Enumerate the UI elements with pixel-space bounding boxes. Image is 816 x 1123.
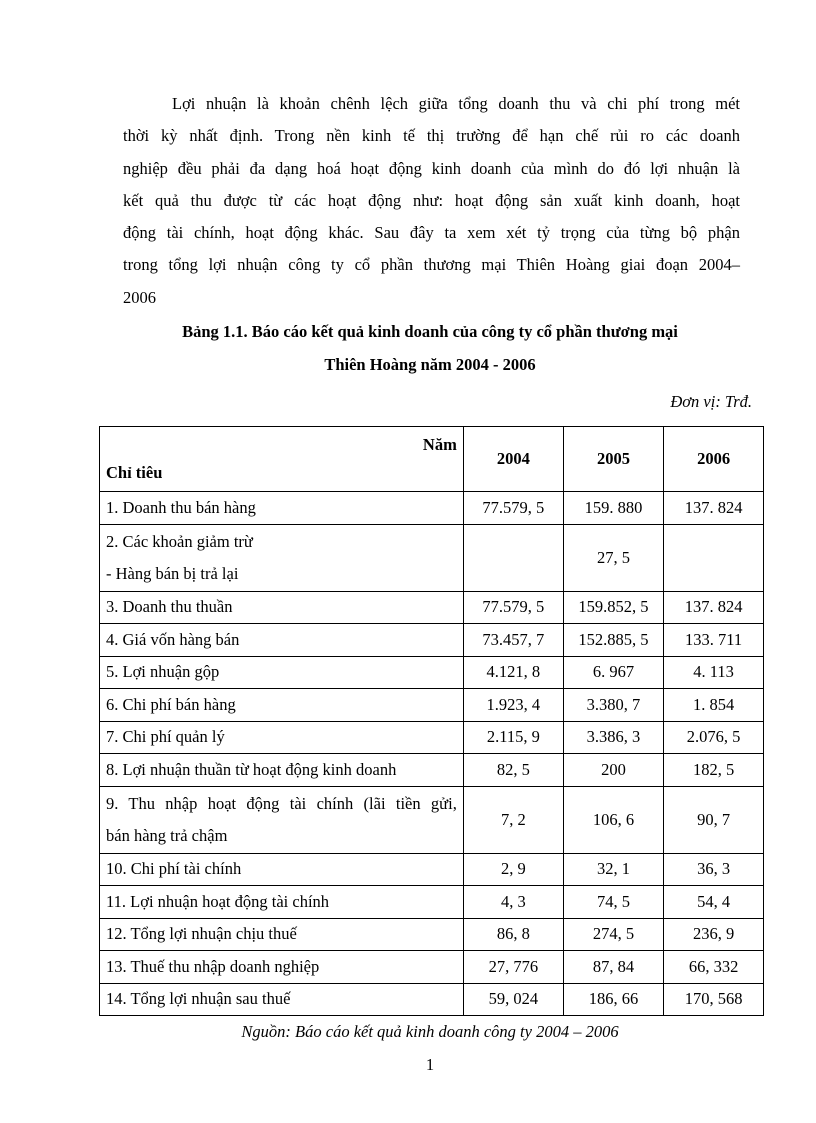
row-label-line2: bán hàng trả chậm	[106, 825, 228, 845]
table-row	[100, 786, 764, 853]
cell-2005: 87, 84	[563, 951, 663, 984]
row-label: 11. Lợi nhuận hoạt động tài chính	[100, 886, 464, 919]
cell-2004: 77.579, 5	[463, 591, 563, 624]
header-indicator-label: Chỉ tiêu	[106, 463, 163, 482]
table-row	[100, 754, 764, 787]
cell-2006: 90, 7	[664, 786, 764, 853]
cell-2005: 74, 5	[563, 886, 663, 919]
source-note: Nguồn: Báo cáo kết quả kinh doanh công ty 2004 – 2006	[241, 1022, 619, 1041]
cell-2005: 274, 5	[563, 918, 663, 951]
paragraph-line: động tài chính, hoạt động khác. Sau đây ta xem xét tỷ trọng của từng bộ phận	[123, 223, 740, 243]
paragraph-line: nghiệp đều phải đa dạng hoá hoạt động kinh doanh của mình do đó lợi nhuận là	[123, 158, 740, 178]
cell-2004: 73.457, 7	[463, 624, 563, 657]
table-row	[100, 524, 764, 591]
row-label: 5. Lợi nhuận gộp	[100, 656, 464, 689]
cell-2006: 137. 824	[664, 492, 764, 525]
cell-2005: 27, 5	[563, 524, 663, 591]
cell-2004: 2, 9	[463, 853, 563, 886]
cell-2004: 1.923, 4	[463, 689, 563, 722]
cell-2006: 4. 113	[664, 656, 764, 689]
cell-2005: 106, 6	[563, 786, 663, 853]
cell-2004: 82, 5	[463, 754, 563, 787]
cell-2005: 186, 66	[563, 983, 663, 1016]
cell-2005: 3.386, 3	[563, 721, 663, 754]
table-row	[100, 886, 764, 919]
cell-2005: 32, 1	[563, 853, 663, 886]
table-header-row	[100, 427, 764, 492]
table-row	[100, 853, 764, 886]
cell-2004: 27, 776	[463, 951, 563, 984]
cell-2006: 2.076, 5	[664, 721, 764, 754]
header-year-2006: 2006	[664, 427, 764, 492]
header-year-2005: 2005	[563, 427, 663, 492]
unit-label: Đơn vị: Trđ.	[670, 392, 752, 411]
intro-paragraph	[123, 88, 740, 314]
header-corner-cell	[100, 427, 464, 492]
row-label: 8. Lợi nhuận thuần từ hoạt động kinh doanh	[100, 754, 464, 787]
cell-2005: 152.885, 5	[563, 624, 663, 657]
cell-2006: 36, 3	[664, 853, 764, 886]
row-label: 14. Tổng lợi nhuận sau thuế	[100, 983, 464, 1016]
cell-2006: 182, 5	[664, 754, 764, 787]
cell-2006: 170, 568	[664, 983, 764, 1016]
table-caption-line1: Bảng 1.1. Báo cáo kết quả kinh doanh của công ty cổ phần thương mại	[182, 322, 678, 341]
cell-2005: 159.852, 5	[563, 591, 663, 624]
table-row	[100, 492, 764, 525]
header-year-2004: 2004	[463, 427, 563, 492]
table-row	[100, 591, 764, 624]
cell-2006: 54, 4	[664, 886, 764, 919]
cell-2005: 3.380, 7	[563, 689, 663, 722]
cell-2004	[463, 524, 563, 591]
table-row	[100, 624, 764, 657]
row-label: 12. Tổng lợi nhuận chịu thuế	[100, 918, 464, 951]
table-row	[100, 951, 764, 984]
cell-2005: 159. 880	[563, 492, 663, 525]
paragraph-line: thời kỳ nhất định. Trong nền kinh tế thị trường để hạn chế rủi ro các doanh	[123, 126, 740, 146]
row-label: 7. Chi phí quản lý	[100, 721, 464, 754]
cell-2006: 1. 854	[664, 689, 764, 722]
row-label: 13. Thuế thu nhập doanh nghiệp	[100, 951, 464, 984]
cell-2005: 6. 967	[563, 656, 663, 689]
paragraph-line: trong tổng lợi nhuận công ty cổ phần thương mại Thiên Hoàng giai đoạn 2004–	[123, 255, 740, 275]
paragraph-line: 2006	[123, 287, 156, 307]
cell-2006: 137. 824	[664, 591, 764, 624]
row-label-line2: - Hàng bán bị trả lại	[106, 563, 239, 583]
row-label	[100, 524, 464, 591]
table-row	[100, 689, 764, 722]
cell-2006	[664, 524, 764, 591]
cell-2006: 133. 711	[664, 624, 764, 657]
table-row	[100, 721, 764, 754]
table-row	[100, 918, 764, 951]
cell-2006: 66, 332	[664, 951, 764, 984]
paragraph-line: kết quả thu được từ các hoạt động như: hoạt động sản xuất kinh doanh, hoạt	[123, 190, 740, 210]
page-number: 1	[425, 1055, 435, 1074]
cell-2004: 77.579, 5	[463, 492, 563, 525]
paragraph-line: Lợi nhuận là khoản chênh lệch giữa tổng doanh thu và chi phí trong mét	[172, 94, 740, 113]
row-label	[100, 786, 464, 853]
financial-report-table	[99, 426, 764, 1016]
table-row	[100, 656, 764, 689]
cell-2005: 200	[563, 754, 663, 787]
row-label: 1. Doanh thu bán hàng	[100, 492, 464, 525]
row-label-line1: 9. Thu nhập hoạt động tài chính (lãi tiền gửi,	[106, 793, 457, 813]
row-label: 3. Doanh thu thuần	[100, 591, 464, 624]
cell-2004: 86, 8	[463, 918, 563, 951]
cell-2006: 236, 9	[664, 918, 764, 951]
cell-2004: 4, 3	[463, 886, 563, 919]
table-row	[100, 983, 764, 1016]
cell-2004: 7, 2	[463, 786, 563, 853]
row-label: 6. Chi phí bán hàng	[100, 689, 464, 722]
cell-2004: 2.115, 9	[463, 721, 563, 754]
header-year-label: Năm	[422, 435, 457, 454]
table-caption-line2: Thiên Hoàng năm 2004 - 2006	[324, 355, 536, 374]
row-label: 4. Giá vốn hàng bán	[100, 624, 464, 657]
cell-2004: 59, 024	[463, 983, 563, 1016]
cell-2004: 4.121, 8	[463, 656, 563, 689]
row-label: 10. Chi phí tài chính	[100, 853, 464, 886]
row-label-line1: 2. Các khoản giảm trừ	[106, 531, 253, 551]
